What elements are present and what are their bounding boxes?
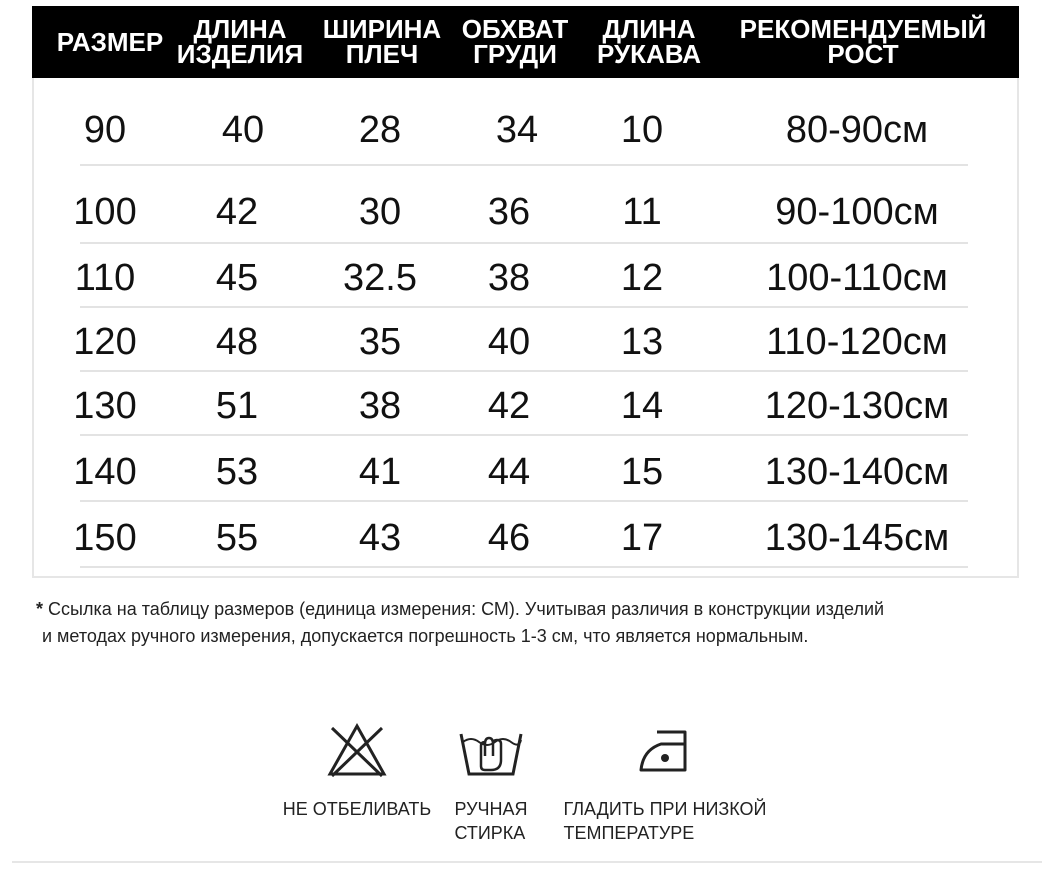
- cell-height: 130-145см: [764, 516, 950, 559]
- row-divider: [80, 306, 968, 308]
- header-height: РЕКОМЕНДУЕМЫЙ РОСТ: [739, 14, 987, 69]
- cell-size: 140: [73, 450, 137, 493]
- cell-chest: 46: [487, 516, 531, 559]
- cell-size: 150: [73, 516, 137, 559]
- no-bleach-icon: [324, 720, 390, 787]
- cell-size: 110: [74, 256, 136, 299]
- row-divider: [80, 242, 968, 244]
- cell-chest: 40: [487, 320, 531, 363]
- cell-chest: 44: [487, 450, 531, 493]
- cell-height: 80-90см: [785, 108, 929, 151]
- bottom-divider: [12, 861, 1042, 863]
- cell-length: 55: [215, 516, 259, 559]
- care-hand-wash: [446, 720, 536, 845]
- table-row: [32, 248, 1019, 308]
- header-size: РАЗМЕР: [56, 26, 164, 57]
- row-divider: [80, 164, 968, 166]
- cell-height: 100-110см: [766, 256, 948, 299]
- table-row: [32, 182, 1019, 242]
- cell-sleeve: 14: [620, 384, 664, 427]
- cell-shoulder: 41: [358, 450, 402, 493]
- cell-sleeve: 10: [620, 108, 664, 151]
- cell-size: 130: [73, 384, 137, 427]
- cell-size: 120: [73, 320, 137, 363]
- row-divider: [80, 566, 968, 568]
- table-row: [32, 312, 1019, 372]
- cell-chest: 42: [487, 384, 531, 427]
- care-label: НЕ ОТБЕЛИВАТЬ: [282, 799, 432, 819]
- care-label: ГЛАДИТЬ ПРИ НИЗКОЙ ТЕМПЕРАТУРЕ: [563, 799, 767, 843]
- cell-shoulder: 28: [358, 108, 402, 151]
- table-row: [32, 376, 1019, 436]
- row-divider: [80, 370, 968, 372]
- table-header: [32, 6, 1019, 78]
- cell-shoulder: 32.5: [343, 256, 417, 299]
- table-row: [32, 508, 1019, 568]
- cell-size: 100: [73, 190, 137, 233]
- cell-length: 40: [221, 108, 265, 151]
- cell-chest: 38: [487, 256, 531, 299]
- header-shoulder: ШИРИНА ПЛЕЧ: [322, 14, 442, 69]
- care-label: РУЧНАЯ СТИРКА: [454, 799, 528, 843]
- cell-height: 90-100см: [775, 190, 939, 233]
- low-iron-icon: [635, 720, 695, 787]
- cell-length: 48: [215, 320, 259, 363]
- cell-sleeve: 12: [620, 256, 664, 299]
- cell-shoulder: 35: [358, 320, 402, 363]
- cell-length: 42: [215, 190, 259, 233]
- cell-sleeve: 11: [622, 190, 662, 233]
- care-no-bleach: [272, 720, 442, 821]
- cell-size: 90: [83, 108, 127, 151]
- cell-chest: 34: [495, 108, 539, 151]
- row-divider: [80, 434, 968, 436]
- note-asterisk: *: [36, 599, 44, 619]
- care-low-iron: [550, 720, 780, 845]
- cell-shoulder: 30: [358, 190, 402, 233]
- table-row: [32, 100, 1019, 160]
- table-row: [32, 442, 1019, 502]
- note-line-1: * Ссылка на таблицу размеров (единица измерения: СМ). Учитывая различия в конструкции изделий: [36, 599, 885, 619]
- cell-height: 130-140см: [764, 450, 950, 493]
- cell-sleeve: 17: [620, 516, 664, 559]
- cell-height: 110-120см: [766, 320, 948, 363]
- cell-shoulder: 43: [358, 516, 402, 559]
- size-note: [36, 596, 1036, 650]
- header-sleeve: ДЛИНА РУКАВА: [596, 14, 702, 69]
- header-chest: ОБХВАТ ГРУДИ: [461, 14, 569, 69]
- cell-length: 51: [215, 384, 259, 427]
- cell-chest: 36: [487, 190, 531, 233]
- cell-sleeve: 15: [620, 450, 664, 493]
- row-divider: [80, 500, 968, 502]
- note-line-2: и методах ручного измерения, допускается погрешность 1-3 см, что является нормальным.: [42, 626, 809, 646]
- header-length: ДЛИНА ИЗДЕЛИЯ: [176, 14, 304, 69]
- cell-length: 53: [215, 450, 259, 493]
- cell-height: 120-130см: [764, 384, 950, 427]
- cell-shoulder: 38: [358, 384, 402, 427]
- cell-length: 45: [215, 256, 259, 299]
- hand-wash-icon: [455, 720, 527, 787]
- cell-sleeve: 13: [620, 320, 664, 363]
